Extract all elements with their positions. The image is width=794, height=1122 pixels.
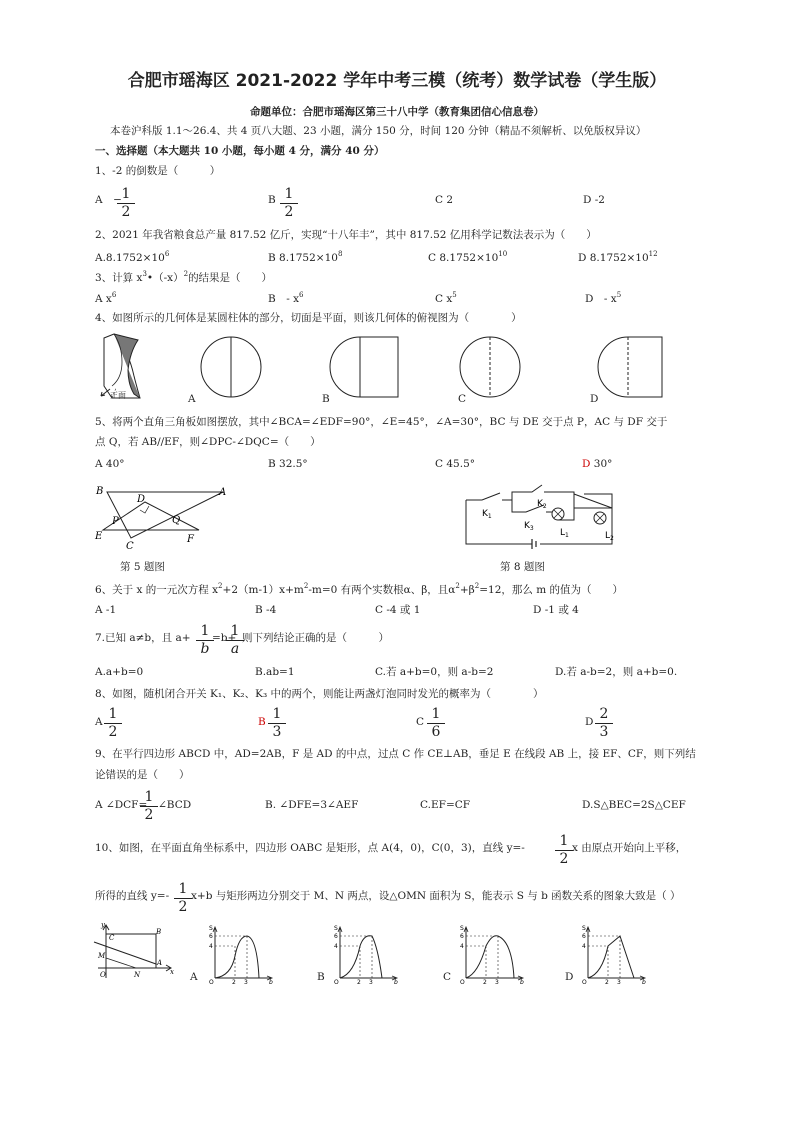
q1-option-a-fraction: $\frac{1}{2}$: [117, 186, 135, 221]
q6-option-c: C -4 或 1: [375, 604, 421, 616]
q7-fraction-1: $\frac{1}{b}$: [196, 623, 214, 658]
svg-text:A: A: [157, 959, 163, 967]
q5-point-d: D: [137, 494, 146, 505]
svg-text:S: S: [460, 925, 464, 932]
q10-fraction-1: $\frac{1}{2}$: [555, 833, 573, 868]
q9-option-a-fraction: $\frac{1}{2}$: [140, 789, 158, 824]
svg-text:3: 3: [244, 979, 248, 986]
q5-point-e: E: [95, 531, 103, 542]
svg-text:4: 4: [582, 943, 586, 950]
q4-option-a: A: [188, 393, 196, 405]
q8-lamp-l1: $L_1$: [560, 528, 569, 539]
svg-text:N: N: [134, 971, 141, 979]
svg-text:4: 4: [209, 943, 213, 950]
q3-stem: 3、计算 $x^3•(-x)^2$的结果是（ ）: [95, 270, 273, 284]
q1-option-d: D -2: [583, 194, 605, 206]
svg-text:b: b: [520, 979, 524, 986]
q7-stem-c: 则下列结论正确的是（ ）: [242, 632, 389, 644]
svg-text:6: 6: [334, 933, 338, 940]
q5-line1: 5、将两个直角三角板如图摆放，其中∠BCA=∠EDF=90°，∠E=45°，∠A=30°，BC 与 DE 交于点 P，AC 与 DF 交于: [95, 416, 668, 428]
q4-option-c-figure: [470, 336, 532, 398]
q9-option-c: C.EF=CF: [420, 799, 471, 811]
q5-figure: [95, 484, 235, 554]
svg-text:2: 2: [483, 979, 487, 986]
page-subtitle: 命题单位：合肥市瑶海区第三十八中学（教育集团信心信息卷）: [250, 106, 544, 118]
section-heading: 一、选择题（本大题共 10 小题，每小题 4 分，满分 40 分）: [95, 145, 385, 157]
q4-option-b: B: [322, 393, 330, 405]
q8-switch-k3: $K_3$: [524, 521, 534, 532]
q4-option-a-figure: [205, 336, 267, 398]
q2-option-c: C $8.1752\times 10^{10}$: [428, 250, 508, 264]
svg-text:6: 6: [209, 933, 213, 940]
svg-text:B: B: [156, 928, 162, 936]
svg-text:2: 2: [357, 979, 361, 986]
q7-option-d: D.若 a-b=2，则 a+b=0.: [555, 666, 678, 678]
svg-text:C: C: [109, 934, 115, 942]
q3-option-d: D - $x^5$: [585, 291, 622, 305]
q6-option-a: A -1: [95, 604, 117, 616]
q4-stem: 4、如图所示的几何体是某圆柱体的部分，切面是平面，则该几何体的俯视图为（ ）: [95, 312, 522, 324]
svg-text:S: S: [209, 925, 213, 932]
q8-option-a-letter: A: [95, 716, 103, 728]
q8-switch-k2: $K_2$: [537, 499, 547, 510]
svg-text:O: O: [100, 971, 106, 979]
q5-point-b: B: [96, 486, 104, 497]
q4-option-b-figure: [340, 336, 402, 398]
q9-option-a-pre: A ∠DCF=: [95, 799, 148, 811]
q4-option-d: D: [590, 393, 599, 405]
q7-stem-a: 7.已知 a≠b，且 a+: [95, 632, 191, 644]
q4-option-c: C: [458, 393, 467, 405]
q5-option-a: A 40°: [95, 458, 125, 470]
q2-option-a: $A.8.1752\times 10^6$: [95, 250, 170, 264]
q10-line2-b: x+b 与矩形两边分别交于 M、N 两点，设△OMN 面积为 S，能表示 S 与 b 函数关系的图象大致是（ ）: [191, 890, 681, 902]
q8-option-b-letter: B: [258, 716, 266, 728]
q8-figure-caption: 第 8 题图: [500, 561, 545, 573]
q1-option-a-letter: A −: [95, 194, 122, 206]
page-title: 合肥市瑶海区 2021-2022 学年中考三模（统考）数学试卷（学生版）: [127, 71, 667, 91]
svg-text:4: 4: [460, 943, 464, 950]
q7-stem-b: =b+: [212, 632, 237, 644]
q9-option-d: D.S△BEC=2S△CEF: [582, 799, 686, 811]
q5-point-c: C: [126, 541, 134, 552]
q8-switch-k1: $K_1$: [482, 509, 492, 520]
svg-text:6: 6: [460, 933, 464, 940]
q5-option-c: C 45.5°: [435, 458, 476, 470]
svg-text:x: x: [170, 968, 174, 976]
svg-text:O: O: [334, 979, 339, 986]
q7-option-c: C.若 a+b=0，则 a-b=2: [375, 666, 494, 678]
q3-option-a: A $x^6$: [95, 291, 117, 305]
q10-option-a-graph: [205, 924, 277, 986]
svg-text:O: O: [209, 979, 214, 986]
svg-text:3: 3: [495, 979, 499, 986]
q2-option-b: B $8.1752\times 10^8$: [268, 250, 343, 264]
q1-option-c: C 2: [435, 194, 454, 206]
q9-line2: 论错误的是（ ）: [95, 769, 190, 781]
q5-point-q: Q: [172, 515, 181, 526]
q10-line1-a: 10、如图，在平面直角坐标系中，四边形 OABC 是矩形，点 A(4，0)，C(0，3)，直线 y=-: [95, 842, 525, 854]
q4-option-d-figure: [604, 336, 666, 398]
q7-option-b: B.ab=1: [255, 666, 295, 678]
q8-lamp-l2: $L_2$: [605, 531, 614, 542]
q10-option-b: B: [317, 971, 325, 983]
svg-text:y: y: [101, 921, 105, 929]
q10-coordinate-figure: [92, 922, 178, 982]
q6-option-b: B -4: [255, 604, 277, 616]
q1-option-b-letter: B: [268, 194, 276, 206]
svg-text:O: O: [460, 979, 465, 986]
q10-fraction-2: $\frac{1}{2}$: [174, 881, 192, 916]
q10-option-c: C: [443, 971, 452, 983]
svg-text:2: 2: [232, 979, 236, 986]
q5-point-a: A: [219, 487, 227, 498]
q3-option-b: B - $x^6$: [268, 291, 304, 305]
q9-option-a-post: ∠BCD: [158, 799, 192, 811]
svg-text:6: 6: [582, 933, 586, 940]
svg-text:S: S: [334, 925, 338, 932]
q8-stem: 8、如图，随机闭合开关 K₁、K₂、K₃ 中的两个，则能让两盏灯泡同时发光的概率为（ ）: [95, 688, 544, 700]
svg-text:3: 3: [369, 979, 373, 986]
q10-option-b-graph: [330, 924, 402, 986]
q10-option-d-graph: [578, 924, 650, 986]
q5-point-f: F: [187, 534, 194, 545]
q6-option-d: D -1 或 4: [533, 604, 579, 616]
q9-option-b: B. ∠DFE=3∠AEF: [265, 799, 359, 811]
q8-option-d-letter: D: [585, 716, 594, 728]
q4-front-label: 正面: [110, 391, 126, 400]
svg-text:b: b: [269, 979, 273, 986]
q8-option-d-fraction: $\frac{2}{3}$: [595, 706, 613, 741]
q10-option-a: A: [190, 971, 198, 983]
q5-line2: 点 Q，若 AB//EF，则∠DPC-∠DQC=（ ）: [95, 436, 321, 448]
q3-option-c: C $x^5$: [435, 291, 457, 305]
q6-stem: 6、关于 x 的一元次方程 $x^2+2(m-1)x+m^2-m=0$ 有两个实数根α、β，且$\alpha^2+\beta^2=12$，那么 m 的值为（ ）: [95, 582, 624, 596]
q8-option-b-fraction: $\frac{1}{3}$: [268, 706, 286, 741]
q8-circuit-figure: [462, 488, 622, 550]
q5-point-p: P: [112, 516, 119, 527]
q2-stem: 2、2021 年我省粮食总产量 817.52 亿斤，实现“十八年丰”，其中 817.52 亿用科学记数法表示为（ ）: [95, 229, 597, 241]
svg-text:O: O: [582, 979, 587, 986]
q5-option-d: D 30°: [582, 458, 613, 470]
q10-line2-a: 所得的直线 y=-: [95, 890, 170, 902]
q10-line1-b: x 由原点开始向上平移，: [572, 842, 687, 854]
svg-text:M: M: [98, 952, 106, 960]
svg-text:S: S: [582, 925, 586, 932]
q8-option-a-fraction: $\frac{1}{2}$: [104, 706, 122, 741]
q10-option-d: D: [565, 971, 574, 983]
svg-text:b: b: [642, 979, 646, 986]
q1-option-b-fraction: $\frac{1}{2}$: [280, 186, 298, 221]
q7-option-a: A.a+b=0: [95, 666, 144, 678]
q5-option-b: B 32.5°: [268, 458, 308, 470]
q10-option-c-graph: [456, 924, 528, 986]
q5-figure-caption: 第 5 题图: [120, 561, 165, 573]
q8-option-c-fraction: $\frac{1}{6}$: [427, 706, 445, 741]
q2-option-d: D $8.1752\times 10^{12}$: [578, 250, 658, 264]
svg-text:2: 2: [605, 979, 609, 986]
svg-text:3: 3: [617, 979, 621, 986]
intro-text: 本卷沪科版 1.1～26.4、共 4 页八大题、23 小题，满分 150 分，时间 120 分钟（精品不须解析、以免版权异议）: [110, 125, 647, 137]
q9-line1: 9、在平行四边形 ABCD 中，AD=2AB，F 是 AD 的中点，过点 C 作 CE⊥AB，垂足 E 在线段 AB 上，接 EF、CF，则下列结: [95, 748, 696, 760]
svg-text:b: b: [394, 979, 398, 986]
svg-text:4: 4: [334, 943, 338, 950]
q8-option-c-letter: C: [416, 716, 425, 728]
q1-stem: 1、-2 的倒数是（ ）: [95, 165, 221, 177]
q7-fraction-2: $\frac{1}{a}$: [226, 623, 244, 658]
